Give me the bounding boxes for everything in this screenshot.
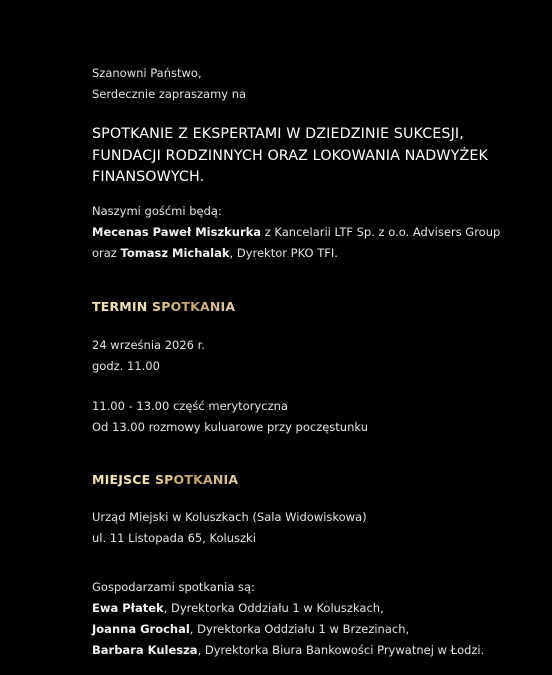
headline-line-2: FUNDACJI RODZINNYCH ORAZ LOKOWANIA NADWYŻEK: [92, 147, 488, 164]
host-3: [92, 640, 532, 661]
hosts-intro: Gospodarzami spotkania są:: [92, 579, 255, 594]
miejsce-title-word-1: MIEJSCE: [92, 471, 155, 487]
guest-2: [92, 243, 532, 264]
event-time: godz. 11.00: [92, 358, 160, 373]
host-3-role: , Dyrektorka Biura Bankowości Prywatnej w Łodzi.: [197, 642, 485, 657]
invitation-content: [92, 63, 532, 661]
guest-1-name: Mecenas Paweł Miszkurka: [92, 224, 262, 239]
host-3-name: Barbara Kulesza: [92, 642, 198, 657]
greeting-salutation: Szanowni Państwo,: [92, 66, 202, 80]
host-2-role: , Dyrektorka Oddziału 1 w Brzezinach,: [189, 621, 410, 636]
termin-date-block: [92, 335, 532, 377]
guest-1-affiliation: z Kancelarii LTF Sp. z o.o. Advisers Group: [261, 224, 501, 239]
host-1: [92, 598, 532, 619]
hosts-block: [92, 577, 532, 661]
headline-line-3: FINANSOWYCH.: [92, 169, 205, 185]
agenda-item-1: 11.00 - 13.00 część merytoryczna: [92, 398, 288, 413]
miejsce-section-title: [92, 470, 532, 490]
guest-2-affiliation: , Dyrektor PKO TFI.: [229, 245, 338, 260]
agenda-item-2: Od 13.00 rozmowy kuluarowe przy poczęstunku: [92, 419, 368, 434]
miejsce-title-word-2: SPOTKANIA: [154, 471, 239, 487]
event-date: 24 września 2026 r.: [92, 337, 205, 352]
venue-name: Urząd Miejski w Koluszkach (Sala Widowiskowa): [92, 509, 367, 524]
host-2-name: Joanna Grochal: [92, 621, 190, 636]
greeting-invite: Serdecznie zapraszamy na: [92, 87, 247, 101]
guest-1: [92, 222, 532, 243]
host-1-role: , Dyrektorka Oddziału 1 w Koluszkach,: [163, 600, 384, 615]
termin-title-word-1: TERMIN: [92, 298, 152, 314]
guest-2-name: Tomasz Michalak: [120, 245, 230, 260]
headline-line-1: SPOTKANIE Z EKSPERTAMI W DZIEDZINIE SUKCESJI,: [92, 126, 464, 142]
guest-2-prefix: oraz: [92, 245, 121, 260]
host-2: [92, 619, 532, 640]
host-1-name: Ewa Płatek: [92, 600, 164, 615]
termin-title-word-2: SPOTKANIA: [152, 298, 236, 314]
event-headline: [92, 124, 532, 189]
guests-intro: Naszymi gośćmi będą:: [92, 203, 222, 218]
termin-agenda-block: [92, 396, 532, 438]
termin-section-title: [92, 297, 532, 317]
greeting-block: [92, 63, 532, 105]
venue-block: [92, 507, 532, 549]
guests-block: [92, 201, 532, 264]
venue-address: ul. 11 Listopada 65, Koluszki: [92, 530, 256, 545]
